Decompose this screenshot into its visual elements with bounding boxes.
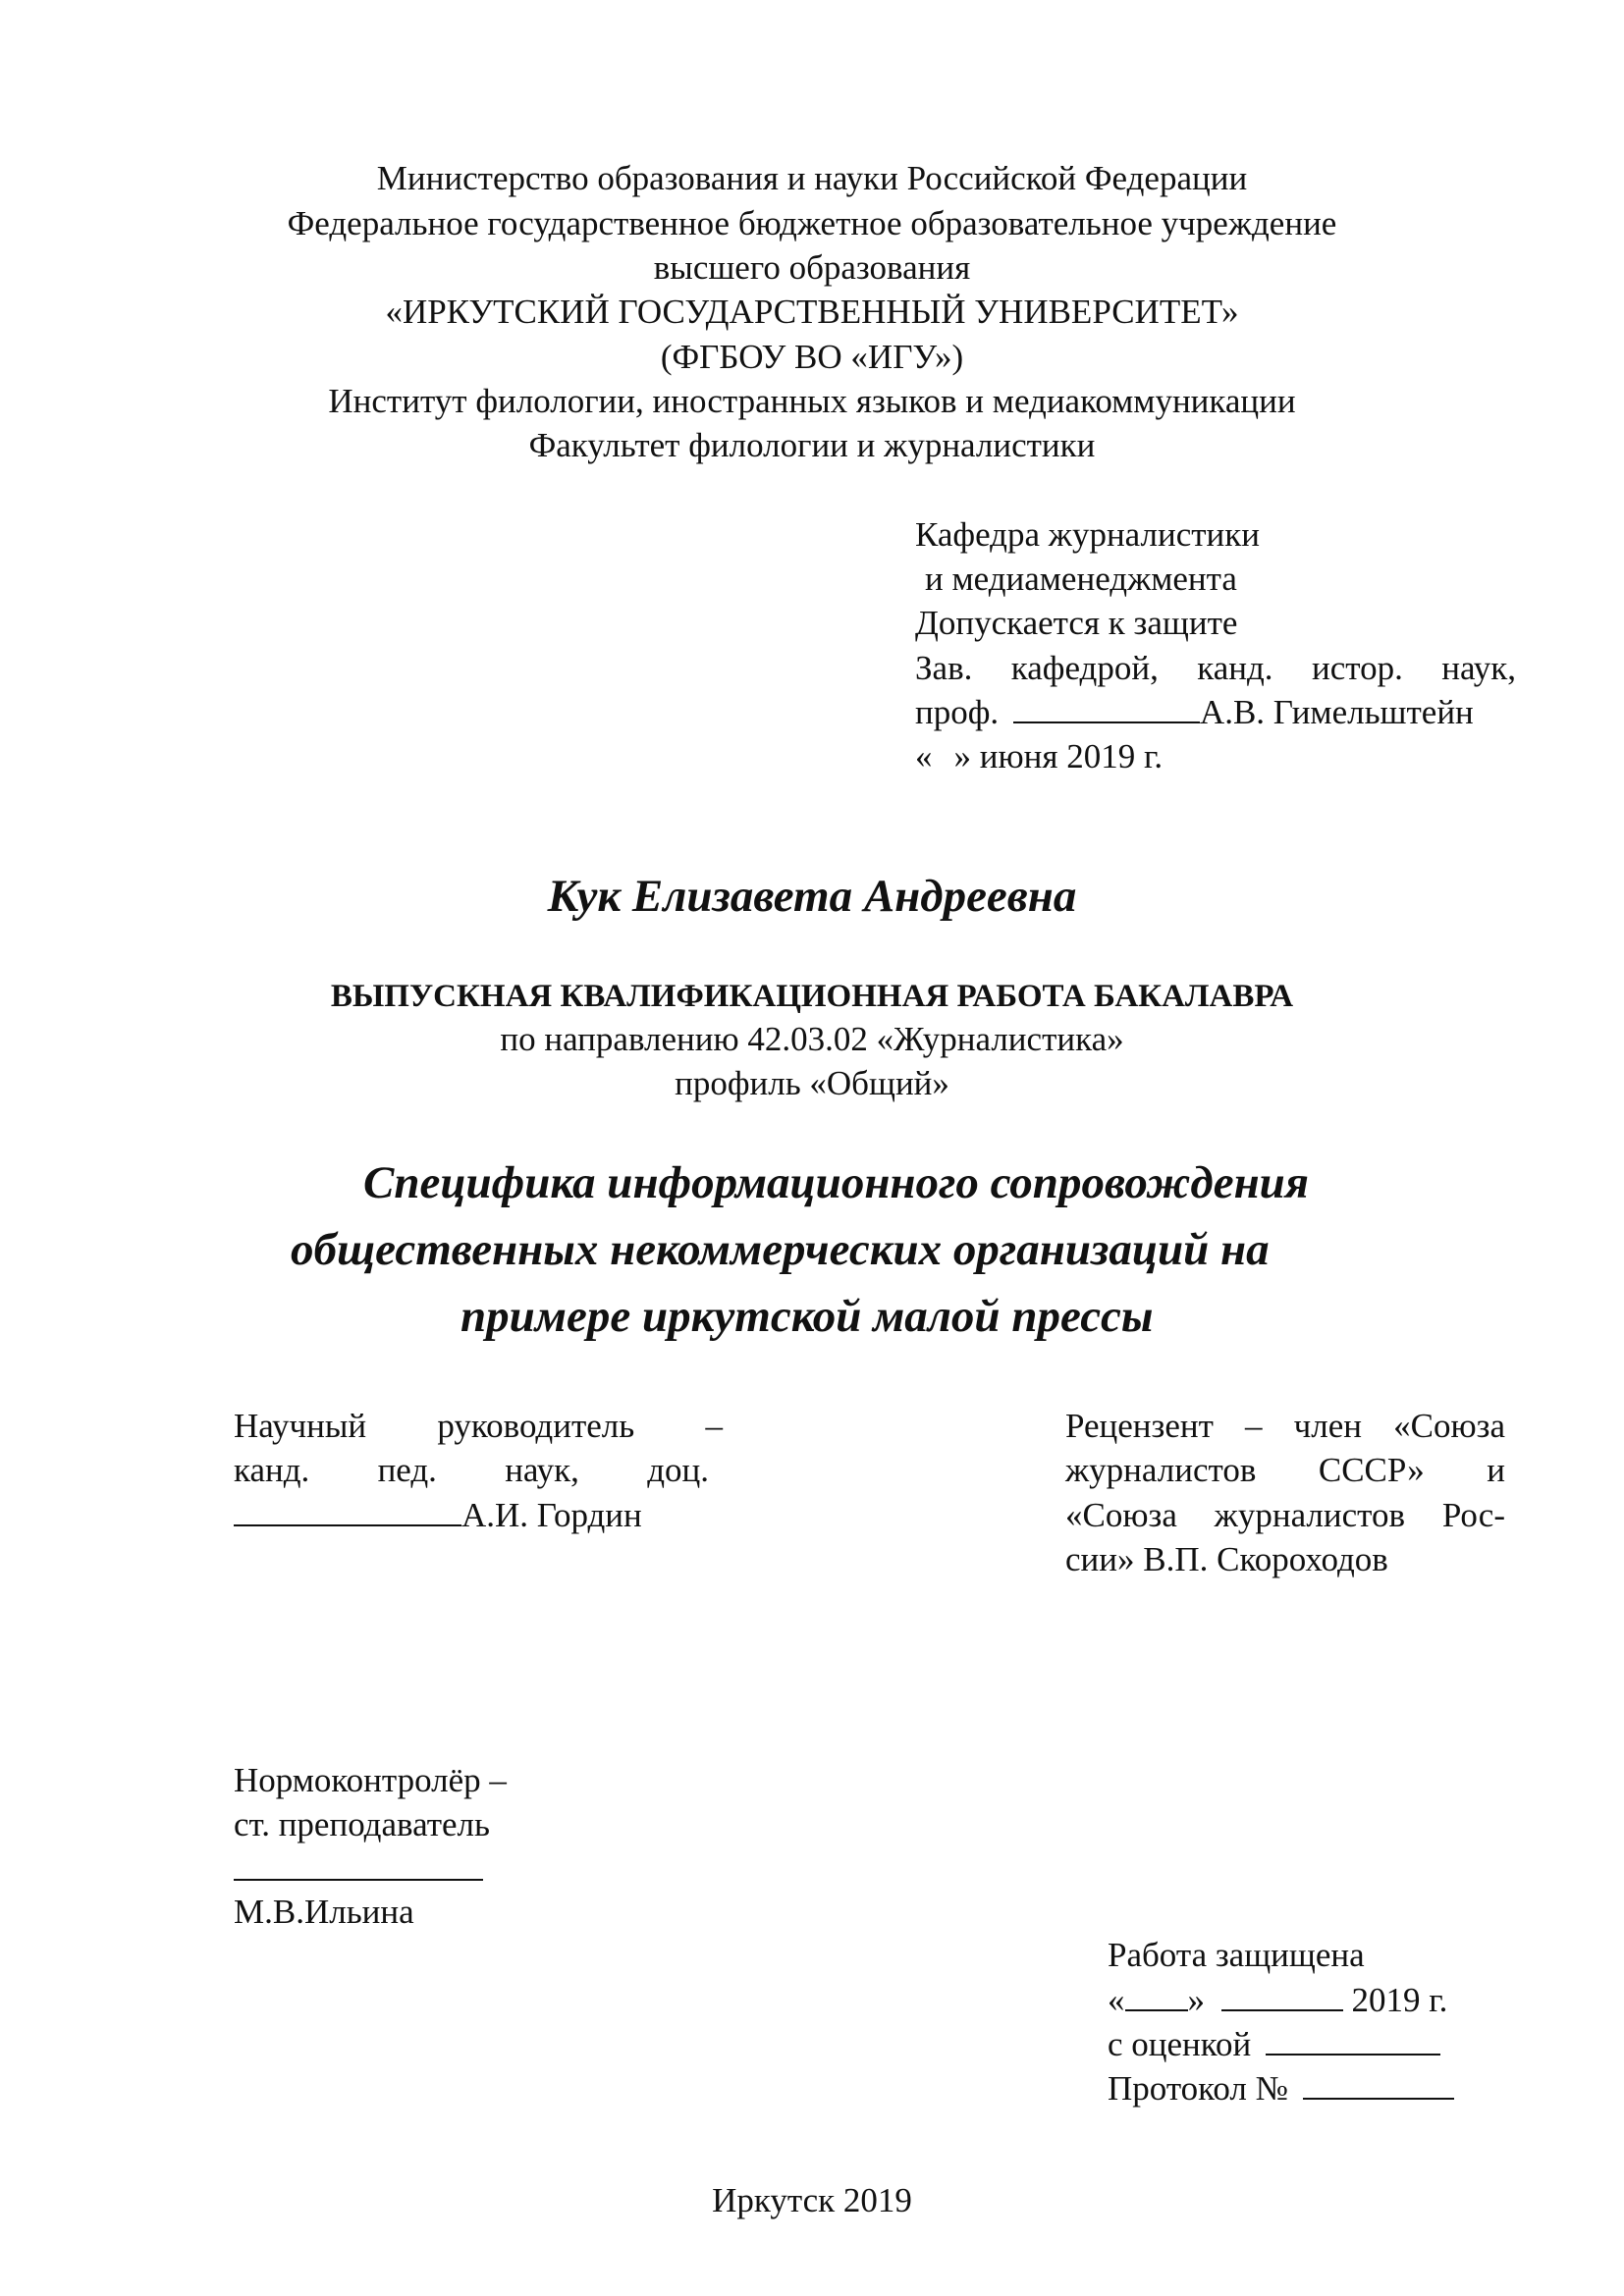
reviewer-line-4: сии» В.П. Скороходов	[1065, 1540, 1388, 1578]
defense-month-blank[interactable]	[1221, 1980, 1343, 2011]
defense-date-quote-close: »	[1187, 1981, 1205, 2019]
defense-grade-blank[interactable]	[1266, 2024, 1440, 2056]
normcontrol-name: М.В.Ильина	[234, 1893, 414, 1931]
date-quote-open: «	[915, 737, 933, 775]
faculty-line: Факультет филологии и журналистики	[528, 426, 1096, 464]
prof-signature-line	[915, 691, 1474, 734]
head-name: А.В. Гимельштейн	[1199, 693, 1474, 731]
institution-type-line: Федеральное государственное бюджетное образовательное учреждение	[287, 204, 1337, 242]
reviewer-line-2: журналистов СССР» и	[1065, 1451, 1505, 1489]
university-name-line: «ИРКУТСКИЙ ГОСУДАРСТВЕННЫЙ УНИВЕРСИТЕТ»	[385, 293, 1239, 331]
supervisor-signature-line	[234, 1494, 642, 1537]
defense-grade-label: с оценкой	[1108, 2025, 1252, 2063]
reviewer-line-3: «Союза журналистов Рос-	[1065, 1496, 1505, 1534]
department-line-1: Кафедра журналистики	[915, 515, 1261, 554]
normcontrol-signature-blank[interactable]	[234, 1879, 483, 1881]
defense-protocol-blank[interactable]	[1303, 2068, 1454, 2100]
department-line-2: и медиаменеджмента	[925, 560, 1237, 598]
defense-year: 2019 г.	[1351, 1981, 1448, 2019]
head-of-department-line: Зав. кафедрой, канд. истор. наук,	[915, 649, 1516, 687]
author-name: Кук Елизавета Андреевна	[547, 871, 1077, 922]
defense-day-blank[interactable]	[1125, 1980, 1188, 2011]
normcontrol-line-1: Нормоконтролёр –	[234, 1761, 507, 1799]
defense-protocol-label: Протокол №	[1108, 2069, 1289, 2108]
thesis-title-line-2: общественных некоммерческих организаций на	[291, 1224, 1270, 1275]
supervisor-signature-blank[interactable]	[234, 1495, 461, 1526]
thesis-title-line-3: примере иркутской малой прессы	[460, 1291, 1154, 1342]
defense-date-quote-open: «	[1108, 1981, 1125, 2019]
work-direction: по направлению 42.03.02 «Журналистика»	[500, 1020, 1124, 1058]
defense-protocol-line	[1108, 2067, 1454, 2110]
work-type: ВЫПУСКНАЯ КВАЛИФИКАЦИОННАЯ РАБОТА БАКАЛАВРА	[330, 979, 1294, 1014]
ministry-line: Министерство образования и науки Российской Федерации	[376, 159, 1248, 197]
university-abbr-line: (ФГБОУ ВО «ИГУ»)	[660, 338, 964, 376]
institute-line: Институт филологии, иностранных языков и медиакоммуникации	[328, 382, 1296, 420]
approval-date-text: » июня 2019 г.	[953, 737, 1164, 775]
supervisor-line-2: канд. пед. наук, доц.	[234, 1451, 709, 1489]
admitted-line: Допускается к защите	[915, 604, 1238, 642]
defense-grade-line	[1108, 2023, 1440, 2066]
supervisor-name: А.И. Гордин	[461, 1496, 642, 1534]
work-profile: профиль «Общий»	[675, 1064, 949, 1102]
thesis-title-line-1: Специфика информационного сопровождения	[363, 1157, 1310, 1208]
education-level-line: высшего образования	[653, 248, 971, 287]
reviewer-line-1: Рецензент – член «Союза	[1065, 1407, 1505, 1445]
defense-title: Работа защищена	[1108, 1936, 1365, 1974]
normcontrol-line-2: ст. преподаватель	[234, 1805, 490, 1843]
defense-date-line	[1108, 1979, 1447, 2022]
signature-blank[interactable]	[1013, 692, 1200, 723]
city-year-footer: Иркутск 2019	[712, 2181, 912, 2219]
supervisor-line-1: Научный руководитель –	[234, 1407, 723, 1445]
prof-prefix: проф.	[915, 693, 1000, 731]
approval-date-line	[915, 735, 1163, 778]
